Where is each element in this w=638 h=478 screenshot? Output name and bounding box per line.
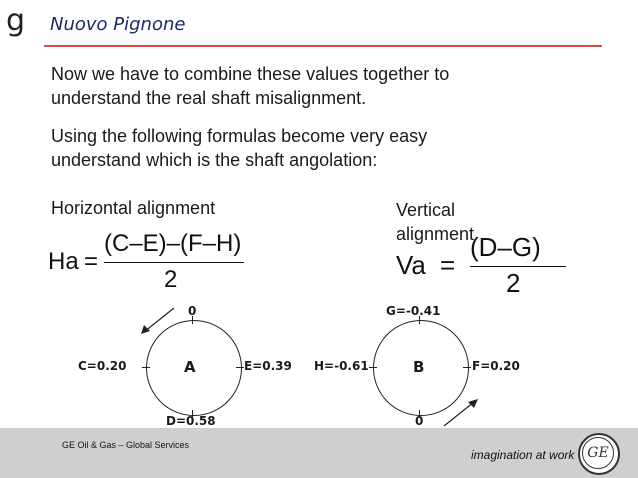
ha-denominator: 2 [164,266,178,293]
dial-a-top-value: 0 [188,304,197,318]
va-numerator: (D–G) [470,232,541,262]
vertical-alignment-label: Vertical alignment [396,200,475,244]
ge-g-logo: g [6,3,26,38]
dial-a-rotation-arrow-icon [138,306,178,336]
horizontal-alignment-label: Horizontal alignment [51,198,216,218]
dial-a-tick-left [142,367,150,368]
va-fraction-bar [470,266,566,267]
dial-b-tick-left [369,367,377,368]
ha-symbol: Ha [48,248,79,275]
dial-a-tick-right [236,367,244,368]
dial-a-bottom-value: D=0.58 [166,414,216,428]
intro-line-1: Now we have to combine these values together to [51,64,450,84]
dial-a-right-value: E=0.39 [244,359,292,373]
va-denominator: 2 [506,268,521,298]
intro-line-2: understand the real shaft misalignment. [51,88,367,108]
dial-b-right-value: F=0.20 [472,359,520,373]
brand-title: Nuovo Pignone [50,14,186,35]
dial-a-label: A [184,358,196,376]
ha-fraction-bar [104,262,244,263]
dial-b-label: B [413,358,425,376]
header-divider [44,45,602,47]
va-symbol: Va [396,250,426,280]
dial-b-left-value: H=-0.61 [314,359,369,373]
formula-intro-paragraph [51,124,427,172]
dial-a-left-value: C=0.20 [78,359,127,373]
formula-intro-line-1: Using the following formulas become very easy [51,126,428,146]
ha-equals: = [84,248,99,275]
footer-tagline: imagination at work [471,448,575,462]
intro-paragraph [51,62,449,110]
footer-company: GE Oil & Gas – Global Services [62,440,190,450]
ha-numerator: (C–E)–(F–H) [104,230,242,257]
va-equals: = [440,250,456,280]
formula-intro-line-2: understand which is the shaft angolation: [51,150,378,170]
ge-monogram-text: GE [582,437,614,469]
dial-b-tick-right [463,367,471,368]
dial-b-bottom-value: 0 [415,414,424,428]
dial-b-rotation-arrow-icon [442,396,482,428]
dial-b-top-value: G=-0.41 [386,304,441,318]
